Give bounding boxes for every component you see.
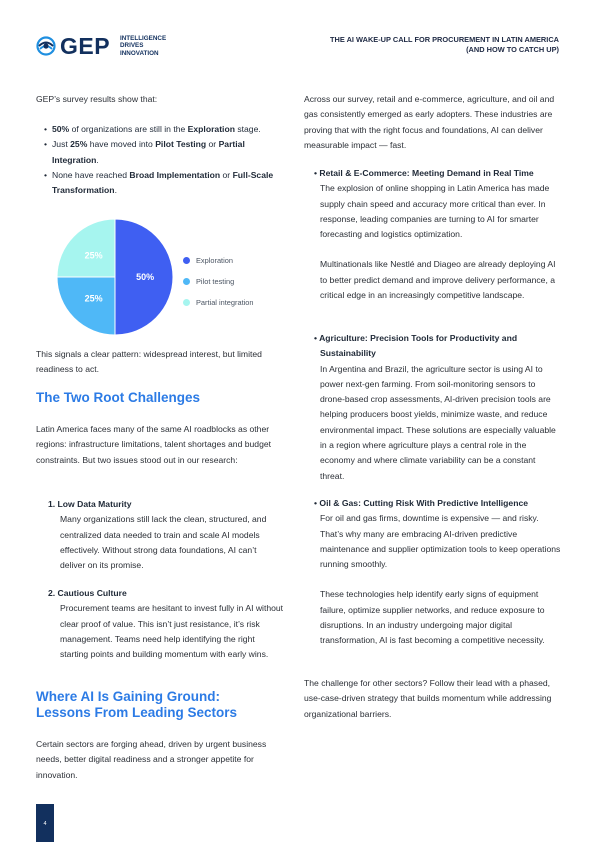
challenge-item	[48, 586, 284, 662]
signal-text: This signals a clear pattern: widespread interest, but limited readiness to act.	[36, 349, 262, 375]
pie-legend	[183, 255, 254, 318]
logo-tagline: INTELLIGENCE DRIVES INNOVATION	[120, 35, 167, 57]
pie-slice-pilot-testing	[57, 277, 115, 335]
sector-body: For oil and gas firms, downtime is expensive — and risky. That’s why many are embracing AI-driven predictive maintenance and supplier optimization tools to keep operations running smoothly.	[320, 513, 561, 570]
root-challenges-intro: Latin America faces many of the same AI roadblocks as other regions: infrastructure limitations, talent shortages and budget constraints. But two issues stood out in our research:	[36, 424, 272, 465]
sector-retail	[314, 166, 562, 303]
challenge-body: Many organizations still lack the clean, structured, and centralized data needed to train and scale AI models effectively. Without strong data foundations, AI can’t deliver on its promise.	[60, 514, 267, 571]
right-intro: Across our survey, retail and e-commerce, agriculture, and oil and gas consistently emerged as early adopters. These industries are proving that with the right focus and foundations, AI can deliver measurable impact — fast.	[304, 94, 555, 150]
logo-wordmark: GEP	[60, 33, 111, 59]
section-title-root-challenges: The Two Root Challenges	[36, 390, 201, 405]
challenge-body: Procurement teams are hesitant to invest fully in AI without clear proof of value. This isn’t just resistance, it’s risk management. Teams need help identifying the right starting points and building momentum with early wins.	[60, 603, 284, 660]
survey-intro: GEP’s survey results show that:	[36, 94, 158, 104]
pie-slice-label: 25%	[84, 293, 103, 304]
gep-globe-icon	[36, 35, 56, 57]
legend-item-pilot-testing: Pilot testing	[183, 276, 254, 297]
legend-swatch	[183, 278, 190, 285]
sector-body: In Argentina and Brazil, the agriculture sector is using AI to power next-gen farming. From soil-monitoring sensors to drone-based crop assessments, AI-driven precision tools are helping producers boost yields, minimize waste, and reduce environmental impact. These solutions are especially valuable in a region where agriculture plays a central role in the economy and where climate variability can be a constant threat.	[320, 363, 556, 481]
bullet-item: • Just 25% have moved into Pilot Testing or Partial Integration.	[44, 139, 245, 165]
legend-swatch	[183, 299, 190, 306]
challenge-title: 2. Cautious Culture	[48, 588, 127, 598]
adoption-stage-pie-chart	[56, 218, 174, 336]
sector-title: • Oil & Gas: Cutting Risk With Predictive Intelligence	[314, 498, 529, 508]
challenge-title: 1. Low Data Maturity	[48, 499, 132, 509]
challenge-item	[48, 497, 284, 573]
legend-item-partial-integration: Partial integration	[183, 297, 254, 318]
gep-logo	[36, 33, 186, 59]
sector-oil-gas	[314, 496, 562, 649]
pie-slice-label: 25%	[84, 250, 103, 261]
sector-body: These technologies help identify early signs of equipment failure, optimize supplier networks, and reduce exposure to disruptions. In an industry undergoing major digital transformation, AI is fast becoming a competitive necessity.	[320, 589, 545, 646]
bullet-item: • 50% of organizations are still in the Exploration stage.	[44, 124, 261, 134]
page-number: 4	[43, 821, 47, 827]
pie-slice-label: 50%	[136, 272, 155, 282]
page-number-tab	[36, 804, 54, 842]
legend-swatch	[183, 257, 190, 264]
survey-bullets	[44, 122, 289, 198]
sector-body: The explosion of online shopping in Latin America has made supply chain speed and accuracy more critical than ever. In response, leading companies are turning to AI for smarter forecasting and logistics optimization.	[320, 183, 550, 240]
gaining-ground-intro: Certain sectors are forging ahead, driven by urgent business needs, better digital readiness and a stronger appetite for innovation.	[36, 739, 267, 780]
sector-body: Multinationals like Nestlé and Diageo are already deploying AI to better predict demand and improve delivery performance, a critical edge in an increasingly competitive landscape.	[320, 259, 556, 301]
sector-agriculture	[314, 331, 562, 484]
bullet-item: • None have reached Broad Implementation or Full-Scale Transformation.	[44, 169, 274, 196]
legend-item-exploration: Exploration	[183, 255, 254, 276]
section-title-gaining-ground: Where AI Is Gaining Ground: Lessons From Leading Sectors	[36, 689, 238, 720]
sector-title: • Retail & E-Commerce: Meeting Demand in Real Time	[314, 168, 534, 178]
pie-slice-partial-integration	[57, 219, 115, 277]
sector-title: • Agriculture: Precision Tools for Productivity and Sustainability	[314, 333, 518, 359]
closing-text: The challenge for other sectors? Follow their lead with a phased, use-case-driven strategy that builds momentum while addressing organizational barriers.	[304, 678, 552, 719]
document-header-title: THE AI WAKE-UP CALL FOR PROCUREMENT IN LATIN AMERICA (AND HOW TO CATCH UP)	[330, 35, 559, 54]
